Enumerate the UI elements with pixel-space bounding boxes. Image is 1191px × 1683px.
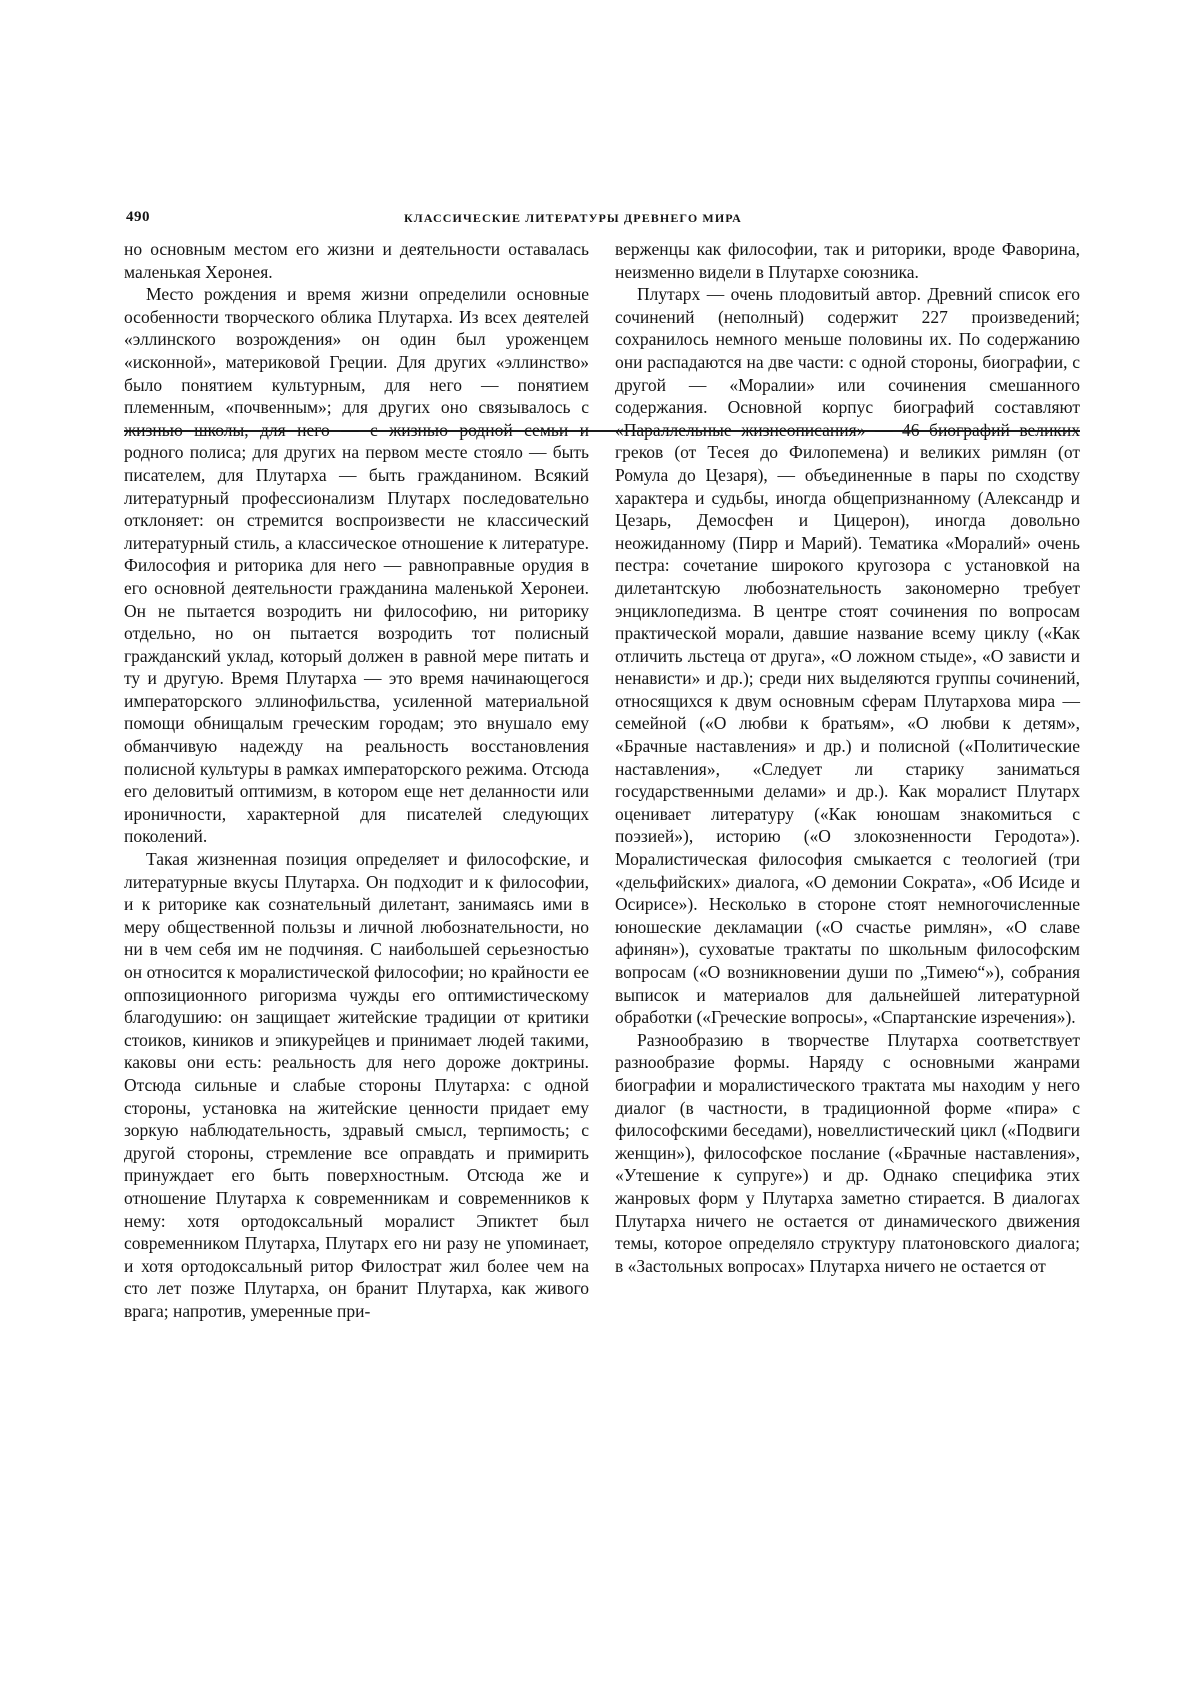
running-header [124,208,1080,230]
paragraph: но основным местом его жизни и деятельности оставалась маленькая Херонея. [124,239,589,282]
paragraph: Разнообразию в творчестве Плутарха соответствует разнообразие формы. Наряду с основными жанрами биографии и моралистического трактата мы находим у него диалог (в частности, в традиционной форме «пира» с философскими беседами), новеллистический цикл («Подвиги женщин»), философское послание («Брачные наставления», «Утешение к супруге») и др. Однако специфика этих жанровых форм у Плутарха заметно стирается. В диалогах Плутарха ничего не остается от динамического движения темы, которое определяло структуру платоновского диалога; в «Застольных вопросах» Плутарха ничего не остается от [615,1029,1080,1276]
paragraph: Плутарх — очень плодовитый автор. Древний список его сочинений (неполный) содержит 227 произведений; сохранилось немного меньше половины их. По содержанию они распадаются на две части: с одной стороны, биографии, с другой — «Моралии» или сочинения смешанного содержания. Основной корпус биографий составляют «Параллельные жизнеописания» — 46 биографий великих греков (от Тесея до Филопемена) и великих римлян (от Ромула до Цезаря), — объединенные в пары по сходству характера и судьбы, иногда общепризнанному (Александр и Цезарь, Демосфен и Цицерон), иногда довольно неожиданному (Пирр и Марий). Тематика «Моралий» очень пестра: сочетание широкого кругозора с установкой на дилетантскую любознательность закономерно требует энциклопедизма. В центре стоят сочинения по вопросам практической морали, давшие название всему циклу («Как отличить льстеца от друга», «О ложном стыде», «О зависти и ненависти» и др.); среди них выделяются группы сочинений, относящихся к двум основным сферам Плутархова мира — семейной («О любви к братьям», «О любви к детям», «Брачные наставления» и др.) и полисной («Политические наставления», «Следует ли старику заниматься государственными делами» и др.). Как моралист Плутарх оценивает литературу («Как юношам знакомиться с поэзией»), историю («О злокозненности Геродота»). Моралистическая философия смыкается с теологией (три «дельфийских» диалога, «О демонии Сократа», «Об Исиде и Осирисе»). Несколько в стороне стоят немногочисленные юношеские декламации («О счастье римлян», «О славе афинян»), суховатые трактаты по школьным философским вопросам («О возникновении души по „Тимею“»), собрания выписок и материалов для дальнейшей литературной обработки («Греческие вопросы», «Спартанские изречения»). [615,284,1080,1028]
paragraph: Место рождения и время жизни определили основные особенности творческого облика Плутарха. Из всех деятелей «эллинского возрождения» он один был уроженцем «исконной», материковой Греции. Для других «эллинство» было понятием культурным, для него — понятием племенным, «почвенным»; для других оно связывалось с жизнью школы, для него — с жизнью родной семьи и родного полиса; для других на первом месте стояло — быть писателем, для Плутарха — быть гражданином. Всякий литературный профессионализм Плутарх последовательно отклоняет: он стремится воспроизвести не классический литературный стиль, а классическое отношение к литературе. Философия и риторика для него — равноправные орудия в его основной деятельности гражданина маленькой Херонеи. Он не пытается возродить ни философию, ни риторику отдельно, но он пытается возродить тот полисный гражданский уклад, который должен в равной мере питать и ту и другую. Время Плутарха — это время начинающегося императорского эллинофильства, усиленной материальной помощи обнищалым греческим городам; это внушало ему обманчивую надежду на реальность восстановления полисной культуры в рамках императорского режима. Отсюда его деловитый оптимизм, в котором еще нет деланности или ироничности, характерной для писателей следующих поколений. [124,284,589,847]
paragraph: верженцы как философии, так и риторики, вроде Фаворина, неизменно видели в Плутархе союзника. [615,239,1080,282]
left-column [124,238,589,1323]
book-page [124,208,1080,1321]
page-number: 490 [126,209,150,225]
paragraph: Такая жизненная позиция определяет и философские, и литературные вкусы Плутарха. Он подходит и к философии, и к риторике как сознательный дилетант, занимаясь ими в меру общественной пользы и личной любознательности, но ни в чем себя им не подчиняя. С наибольшей серьезностью он относится к моралистической философии; но крайности ее оппозиционного ригоризма чужды его оптимистическому благодушию: он защищает житейские традиции от критики стоиков, киников и эпикурейцев и принимает людей такими, каковы они есть: реальность для него дороже доктрины. Отсюда сильные и слабые стороны Плутарха: с одной стороны, установка на житейские ценности придает ему зоркую наблюдательность, здравый смысл, терпимость; с другой стороны, стремление все оправдать и примирить принуждает его быть поверхностным. Отсюда же и отношение Плутарха к современникам и современников к нему: хотя ортодоксальный моралист Эпиктет был современником Плутарха, Плутарх его ни разу не упоминает, и хотя ортодоксальный ритор Филострат жил более чем на сто лет позже Плутарха, он бранит Плутарха, как живого врага; напротив, умеренные при- [124,849,589,1321]
text-columns [124,238,1080,1323]
right-column [615,238,1080,1323]
running-title: КЛАССИЧЕСКИЕ ЛИТЕРАТУРЫ ДРЕВНЕГО МИРА [404,211,742,225]
